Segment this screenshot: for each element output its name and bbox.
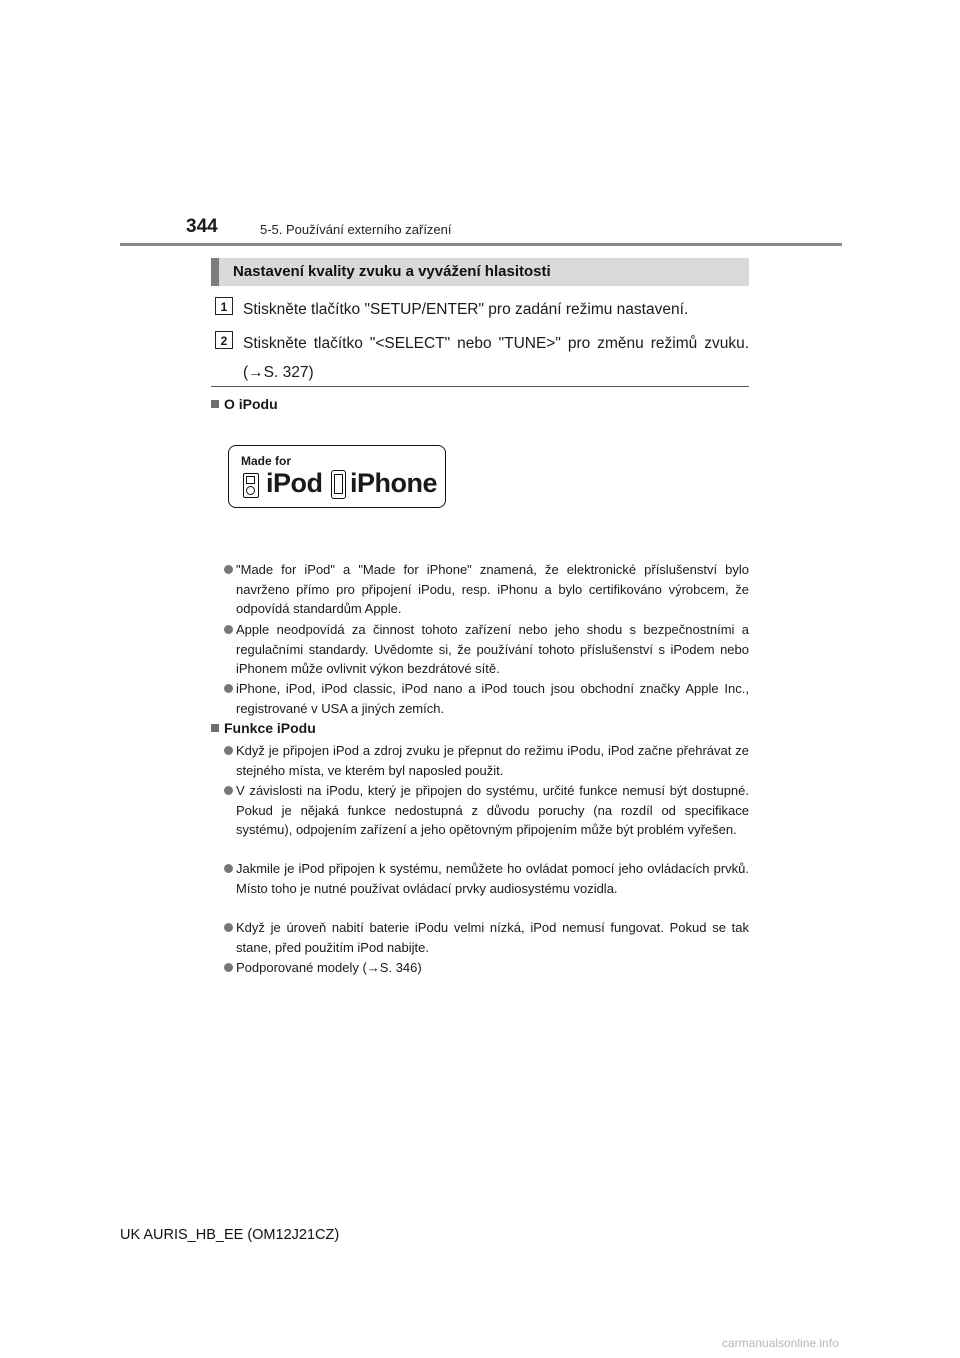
bullet-dot-icon bbox=[224, 963, 233, 972]
section-divider bbox=[211, 386, 749, 387]
bullet-dot-icon bbox=[224, 786, 233, 795]
section-header: 5-5. Používání externího zařízení bbox=[260, 222, 452, 237]
list-item: "Made for iPod" a "Made for iPhone" znamená, že elektronické příslušenství bylo navrženo přímo pro připojení iPodu, resp. iPhonu a bylo certifikováno výrobcem, že odpovídá standardům Apple. bbox=[224, 560, 749, 619]
step-text: Stiskněte tlačítko "SETUP/ENTER" pro zadání režimu nastavení. bbox=[243, 301, 689, 318]
section-title: Nastavení kvality zvuku a vyvážení hlasitosti bbox=[233, 263, 551, 280]
subheading-funkce: Funkce iPodu bbox=[211, 720, 316, 736]
footer-model-code: UK AURIS_HB_EE (OM12J21CZ) bbox=[120, 1227, 340, 1243]
page-number: 344 bbox=[186, 216, 218, 237]
section-title-bar bbox=[211, 258, 749, 286]
logo-iphone-text: iPhone bbox=[350, 468, 438, 498]
square-bullet-icon bbox=[211, 724, 219, 732]
subheading-ipod: O iPodu bbox=[211, 396, 278, 412]
list-item: Když je úroveň nabití baterie iPodu velmi nízká, iPod nemusí fungovat. Pokud se tak stane, před použitím iPod nabijte. bbox=[224, 918, 749, 957]
list-item: Podporované modely (→S. 346) bbox=[224, 958, 749, 978]
bullet-dot-icon bbox=[224, 565, 233, 574]
list-item: iPhone, iPod, iPod classic, iPod nano a iPod touch jsou obchodní značky Apple Inc., registrované v USA a jiných zemích. bbox=[224, 679, 749, 718]
list-item: Když je připojen iPod a zdroj zvuku je přepnut do režimu iPodu, iPod začne přehrávat ze stejného místa, ve kterém byl naposled použit. bbox=[224, 741, 749, 780]
bullet-dot-icon bbox=[224, 923, 233, 932]
step-number: 1 bbox=[215, 297, 233, 315]
square-bullet-icon bbox=[211, 400, 219, 408]
bullet-dot-icon bbox=[224, 864, 233, 873]
step-number: 2 bbox=[215, 331, 233, 349]
logo-made-for: Made for bbox=[241, 454, 292, 468]
watermark-link[interactable]: carmanualsonline.info bbox=[722, 1336, 839, 1350]
step-text: Stiskněte tlačítko "<SELECT" nebo "TUNE>" pro změnu režimů zvuku. (→S. 327) bbox=[243, 335, 749, 381]
logo-ipod-text: iPod bbox=[266, 468, 323, 498]
bullet-dot-icon bbox=[224, 746, 233, 755]
iphone-icon bbox=[331, 470, 346, 499]
header-divider bbox=[120, 243, 842, 246]
ipod-icon bbox=[243, 473, 259, 498]
list-item: V závislosti na iPodu, který je připojen do systému, určité funkce nemusí být dostupné. Pokud je nějaká funkce nedostupná z důvodu poruchy (na rozdíl od specifikace systému), odpojením zařízení a jeho opětovným připojením může být problém vyřešen. bbox=[224, 781, 749, 840]
bullet-dot-icon bbox=[224, 684, 233, 693]
list-item: Jakmile je iPod připojen k systému, nemůžete ho ovládat pomocí jeho ovládacích prvků. Místo toho je nutné používat ovládací prvky audiosystému vozidla. bbox=[224, 859, 749, 898]
bullet-dot-icon bbox=[224, 625, 233, 634]
list-item: Apple neodpovídá za činnost tohoto zařízení nebo jeho shodu s bezpečnostními a regulačními standardy. Uvědomte si, že používání tohoto příslušenství s iPodem nebo iPhonem může ovlivnit výkon bezdrátové sítě. bbox=[224, 620, 749, 679]
made-for-ipod-iphone-logo bbox=[228, 445, 446, 508]
